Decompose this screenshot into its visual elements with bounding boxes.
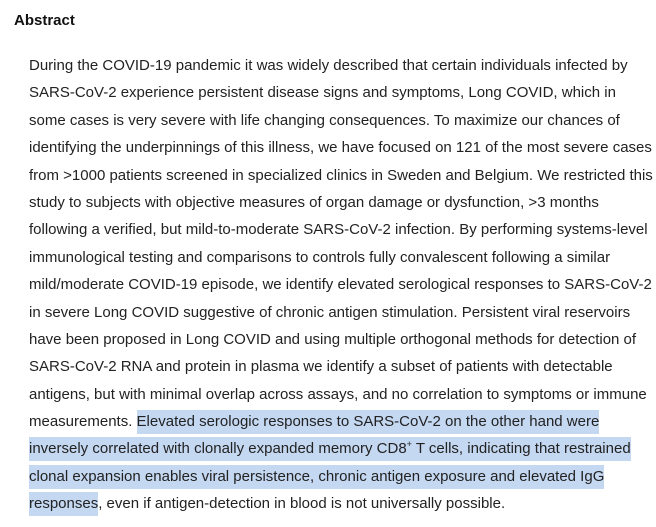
abstract-line: have been proposed in Long COVID and using multiple orthogonal methods for detection of [29, 330, 637, 348]
abstract-line [29, 408, 647, 435]
plain-text: , even if antigen-detection in blood is not universally possible. [98, 495, 506, 513]
abstract-heading: Abstract [14, 12, 75, 29]
abstract-line: mild/moderate COVID-19 episode, we identify elevated serological responses to SARS-CoV-2 [29, 276, 652, 294]
abstract-line: immunological testing and comparisons to controls fully convalescent following a similar [29, 248, 611, 266]
abstract-line [29, 490, 647, 517]
abstract-line: in severe Long COVID suggestive of chronic antigen stimulation. Persistent viral reservoirs [29, 303, 631, 321]
plain-text: measurements. [29, 413, 137, 431]
selected-text[interactable]: responses [29, 492, 98, 516]
abstract-line [29, 463, 647, 490]
abstract-line: antigens, but with minimal overlap across assays, and no correlation to symptoms or immune [29, 385, 647, 403]
selected-text[interactable]: clonal expansion enables viral persistence, chronic antigen exposure and elevated IgG [29, 465, 604, 489]
abstract-line [29, 435, 647, 462]
selected-text[interactable]: Elevated serologic responses to SARS-CoV-2 on the other hand were [137, 410, 600, 434]
abstract-line: some cases is very severe with life changing consequences. To maximize our chances of [29, 111, 620, 129]
selected-text[interactable] [29, 437, 631, 461]
abstract-line: identifying the underpinnings of this illness, we have focused on 121 of the most severe cases [29, 139, 652, 157]
selected-text-part: T cells, indicating that restrained [411, 440, 631, 458]
abstract-line: SARS-CoV-2 experience persistent disease signs and symptoms, Long COVID, which in [29, 84, 616, 102]
abstract-line: During the COVID-19 pandemic it was widely described that certain individuals infected by [29, 57, 628, 74]
abstract-text [29, 52, 653, 518]
superscript: + [406, 439, 412, 450]
abstract-line: SARS-CoV-2 RNA and protein in plasma we identify a subset of patients with detectable [29, 358, 613, 376]
abstract-line: following a verified, but mild-to-moderate SARS-CoV-2 infection. By performing systems-level [29, 221, 648, 239]
selected-text-part: inversely correlated with clonally expanded memory CD8 [29, 440, 407, 458]
abstract-line: from >1000 patients screened in specialized clinics in Sweden and Belgium. We restricted this [29, 166, 653, 184]
abstract-line: study to subjects with objective measures of organ damage or dysfunction, >3 months [29, 193, 599, 211]
